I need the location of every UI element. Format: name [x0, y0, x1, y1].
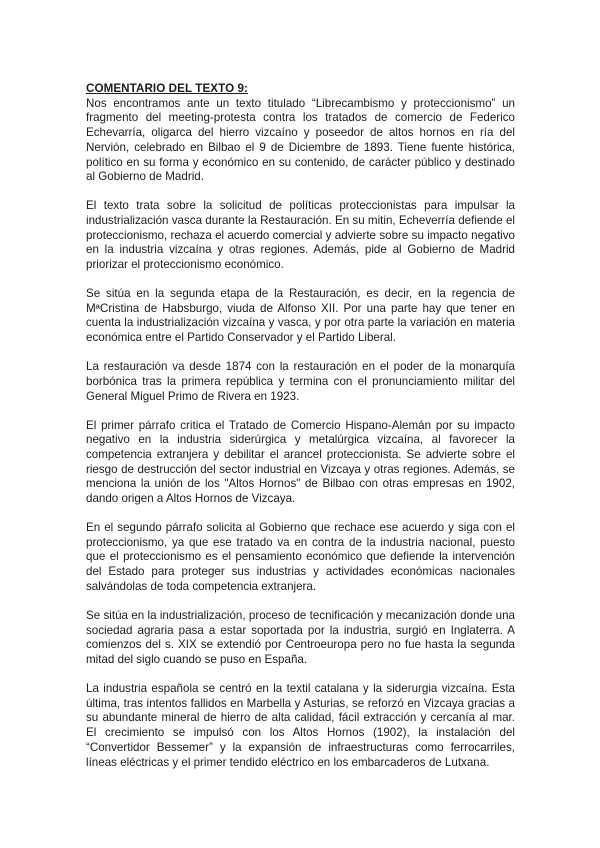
paragraph-second-analysis: En el segundo párrafo solicita al Gobierno que rechace ese acuerdo y siga con el proteccionismo, ya que ese tratado va en contra de la industria nacional, puesto que el proteccionismo es el pensamiento económico que defiende la intervención del Estado para proteger sus industrias y actividades económicas nacionales salvándolas de toda competencia extranjera. [86, 521, 515, 593]
paragraph-topic: El texto trata sobre la solicitud de políticas proteccionistas para impulsar la industrialización vasca durante la Restauración. En su mitin, Echeverría defiende el proteccionismo, rechaza el acuerdo comercial y advierte sobre su impacto negativo en la industria vizcaína y otras regiones. Además, pide al Gobierno de Madrid priorizar el proteccionismo económico. [86, 199, 515, 272]
paragraph-first-analysis: El primer párrafo critica el Tratado de Comercio Hispano-Alemán por su impacto negativo en la industria siderúrgica y metalúrgica vizcaína, al favorecer la competencia extranjera y debilitar el arancel proteccionista. Se advierte sobre el riesgo de destrucción del sector industrial en Vizcaya y otras regiones. Además, se menciona la unión de los "Altos Hornos" de Bilbao con otras empresas en 1902, dando origen a Altos Hornos de Vizcaya. [86, 418, 515, 506]
paragraph-context: Se sitúa en la segunda etapa de la Restauración, es decir, en la regencia de MªCristina de Habsburgo, viuda de Alfonso XII. Por una parte hay que tener en cuenta la industrialización vizcaína y vasca, y por otra parte la variación en materia económica entre el Partido Conservador y el Partido Liberal. [86, 287, 515, 345]
paragraph-industrializacion: Se sitúa en la industrialización, proceso de tecnificación y mecanización donde una sociedad agraria pasa a estar soportada por la industria, surgió en Inglaterra. A comienzos del s. XIX se extendió por Centroeuropa pero no fue hasta la segunda mitad del siglo cuando se puso en España. [86, 608, 515, 666]
document-title: COMENTARIO DEL TEXTO 9: [86, 82, 249, 95]
paragraph-restauracion: La restauración va desde 1874 con la restauración en el poder de la monarquía borbónica tras la primera república y termina con el pronunciamiento militar del General Miguel Primo de Rivera en 1923. [86, 360, 515, 403]
paragraph-industria-espanola: La industria española se centró en la textil catalana y la siderurgia vizcaína. Esta última, tras intentos fallidos en Marbella y Asturias, se reforzó en Vizcaya gracias a su abundante mineral de hierro de alta calidad, fácil extracción y cercanía al mar. El crecimiento se impulsó con los Altos Hornos (1902), la instalación del “Convertidor Bessemer” y la expansión de infraestructuras como ferrocarriles, líneas eléctricas y el primer tendido eléctrico en los embarcaderos de Lutxana. [86, 681, 515, 769]
paragraph-intro: Nos encontramos ante un texto titulado “Librecambismo y proteccionismo” un fragmento del meeting-protesta contra los tratados de comercio de Federico Echevarría, oligarca del hierro vizcaíno y poseedor de altos hornos en ría del Nervión, celebrado en Bilbao el 9 de Diciembre de 1893. Tiene fuente histórica, político en su forma y económico en su contenido, de carácter público y destinado al Gobierno de Madrid. [86, 96, 515, 184]
document-page [86, 82, 515, 785]
